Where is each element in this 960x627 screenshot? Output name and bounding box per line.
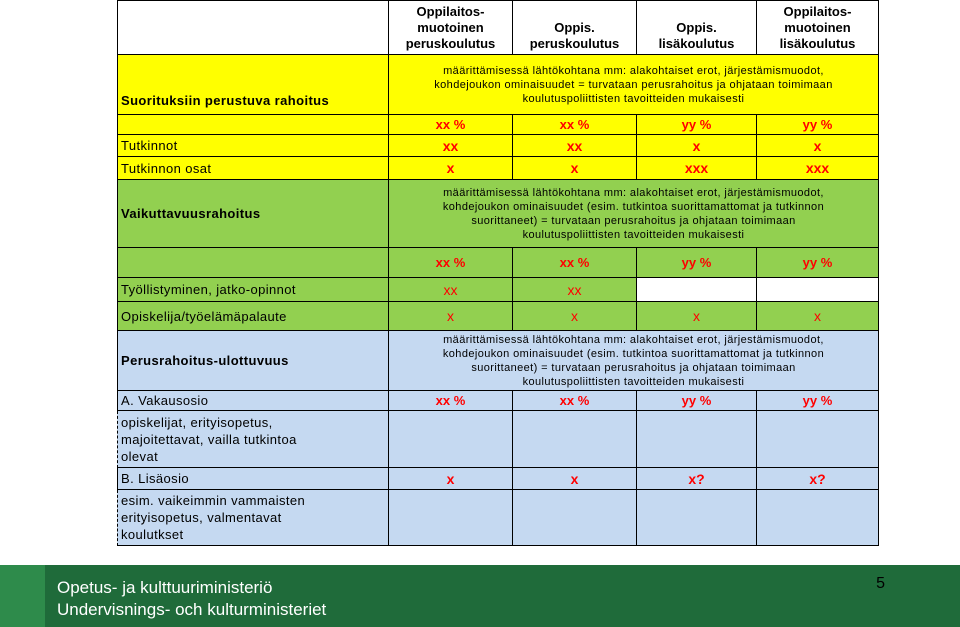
row-tutkinnon-osat-val2: x <box>513 157 637 180</box>
header-col3: Oppis. lisäkoulutus <box>637 0 757 55</box>
row-palaute-val2: x <box>513 302 637 331</box>
perus-title: Perusrahoitus-ulottuvuus <box>117 331 389 391</box>
lisaosio-note-cell4 <box>757 490 879 546</box>
footer-ministry-fi: Opetus- ja kulttuuriministeriö <box>57 578 273 597</box>
vakausosio-label: A. Vakausosio <box>117 391 389 411</box>
header-empty-cell <box>117 0 389 55</box>
suoritus-pct-3: yy % <box>637 115 757 135</box>
lisaosio-val4: x? <box>757 468 879 490</box>
row-tutkinnon-osat-val4: xxx <box>757 157 879 180</box>
suoritus-pct-4: yy % <box>757 115 879 135</box>
lisaosio-val1: x <box>389 468 513 490</box>
footer-ministry-sv: Undervisnings- och kulturministeriet <box>57 600 327 619</box>
row-palaute-val4: x <box>757 302 879 331</box>
row-tutkinnon-osat-label: Tutkinnon osat <box>117 157 389 180</box>
suoritus-title: Suorituksiin perustuva rahoitus <box>117 55 389 115</box>
lisaosio-label: B. Lisäosio <box>117 468 389 490</box>
lisaosio-val3: x? <box>637 468 757 490</box>
row-palaute-val3: x <box>637 302 757 331</box>
header-col2: Oppis. peruskoulutus <box>513 0 637 55</box>
vaikuttavuus-pct-2: xx % <box>513 248 637 278</box>
vaikuttavuus-pct-3: yy % <box>637 248 757 278</box>
vaikuttavuus-title: Vaikuttavuusrahoitus <box>117 180 389 248</box>
vakausosio-val1: xx % <box>389 391 513 411</box>
header-col1: Oppilaitos- muotoinen peruskoulutus <box>389 0 513 55</box>
row-tutkinnot-label: Tutkinnot <box>117 135 389 157</box>
lisaosio-val2: x <box>513 468 637 490</box>
lisaosio-note-cell3 <box>637 490 757 546</box>
vakausosio-note-cell1 <box>389 411 513 468</box>
row-tyollistyminen-label: Työllistyminen, jatko-opinnot <box>117 278 389 302</box>
vakausosio-note-cell4 <box>757 411 879 468</box>
row-tutkinnot-val1: xx <box>389 135 513 157</box>
vakausosio-note: opiskelijat, erityisopetus, majoitettavat, vailla tutkintoa olevat <box>117 411 389 468</box>
vakausosio-val2: xx % <box>513 391 637 411</box>
row-tyollistyminen-val3 <box>637 278 757 302</box>
suoritus-pct-2: xx % <box>513 115 637 135</box>
vaikuttavuus-pct-1: xx % <box>389 248 513 278</box>
lisaosio-note-cell2 <box>513 490 637 546</box>
perus-description: määrittämisessä lähtökohtana mm: alakohtaiset erot, järjestämismuodot, kohdejoukon ominaisuudet (esim. tutkintoa suorittamattomat ja tutkinnon suorittaneet) = turvataan perusrahoitus ja ohjataan toimimaan koulutuspoliittisten tavoitteiden mukaisesti <box>389 331 879 391</box>
vakausosio-val4: yy % <box>757 391 879 411</box>
row-tyollistyminen-val4 <box>757 278 879 302</box>
row-tutkinnot-val2: xx <box>513 135 637 157</box>
row-tyollistyminen-val1: xx <box>389 278 513 302</box>
lisaosio-note: esim. vaikeimmin vammaisten erityisopetus, valmentavat koulutkset <box>117 490 389 546</box>
footer-stripe <box>0 565 45 627</box>
row-tyollistyminen-val2: xx <box>513 278 637 302</box>
header-col4: Oppilaitos- muotoinen lisäkoulutus <box>757 0 879 55</box>
page-number: 5 <box>876 575 885 592</box>
row-tutkinnot-val4: x <box>757 135 879 157</box>
row-palaute-label: Opiskelija/työelämäpalaute <box>117 302 389 331</box>
vakausosio-note-cell2 <box>513 411 637 468</box>
vakausosio-note-cell3 <box>637 411 757 468</box>
funding-table <box>117 0 879 549</box>
vaikuttavuus-description: määrittämisessä lähtökohtana mm: alakohtaiset erot, järjestämismuodot, kohdejoukon ominaisuudet (esim. tutkintoa suorittamattomat ja tutkinnon suorittaneet) = turvataan perusrahoitus ja ohjataan toimimaan koulutuspoliittisten tavoitteiden mukaisesti <box>389 180 879 248</box>
row-tutkinnon-osat-val3: xxx <box>637 157 757 180</box>
suoritus-pct-label <box>117 115 389 135</box>
vaikuttavuus-pct-label <box>117 248 389 278</box>
row-palaute-val1: x <box>389 302 513 331</box>
vakausosio-val3: yy % <box>637 391 757 411</box>
row-tutkinnon-osat-val1: x <box>389 157 513 180</box>
lisaosio-note-cell1 <box>389 490 513 546</box>
suoritus-description: määrittämisessä lähtökohtana mm: alakohtaiset erot, järjestämismuodot, kohdejoukon ominaisuudet = turvataan perusrahoitus ja ohjataan toimimaan koulutuspoliittisten tavoitteiden mukaisesti <box>389 55 879 115</box>
suoritus-pct-1: xx % <box>389 115 513 135</box>
row-tutkinnot-val3: x <box>637 135 757 157</box>
vaikuttavuus-pct-4: yy % <box>757 248 879 278</box>
